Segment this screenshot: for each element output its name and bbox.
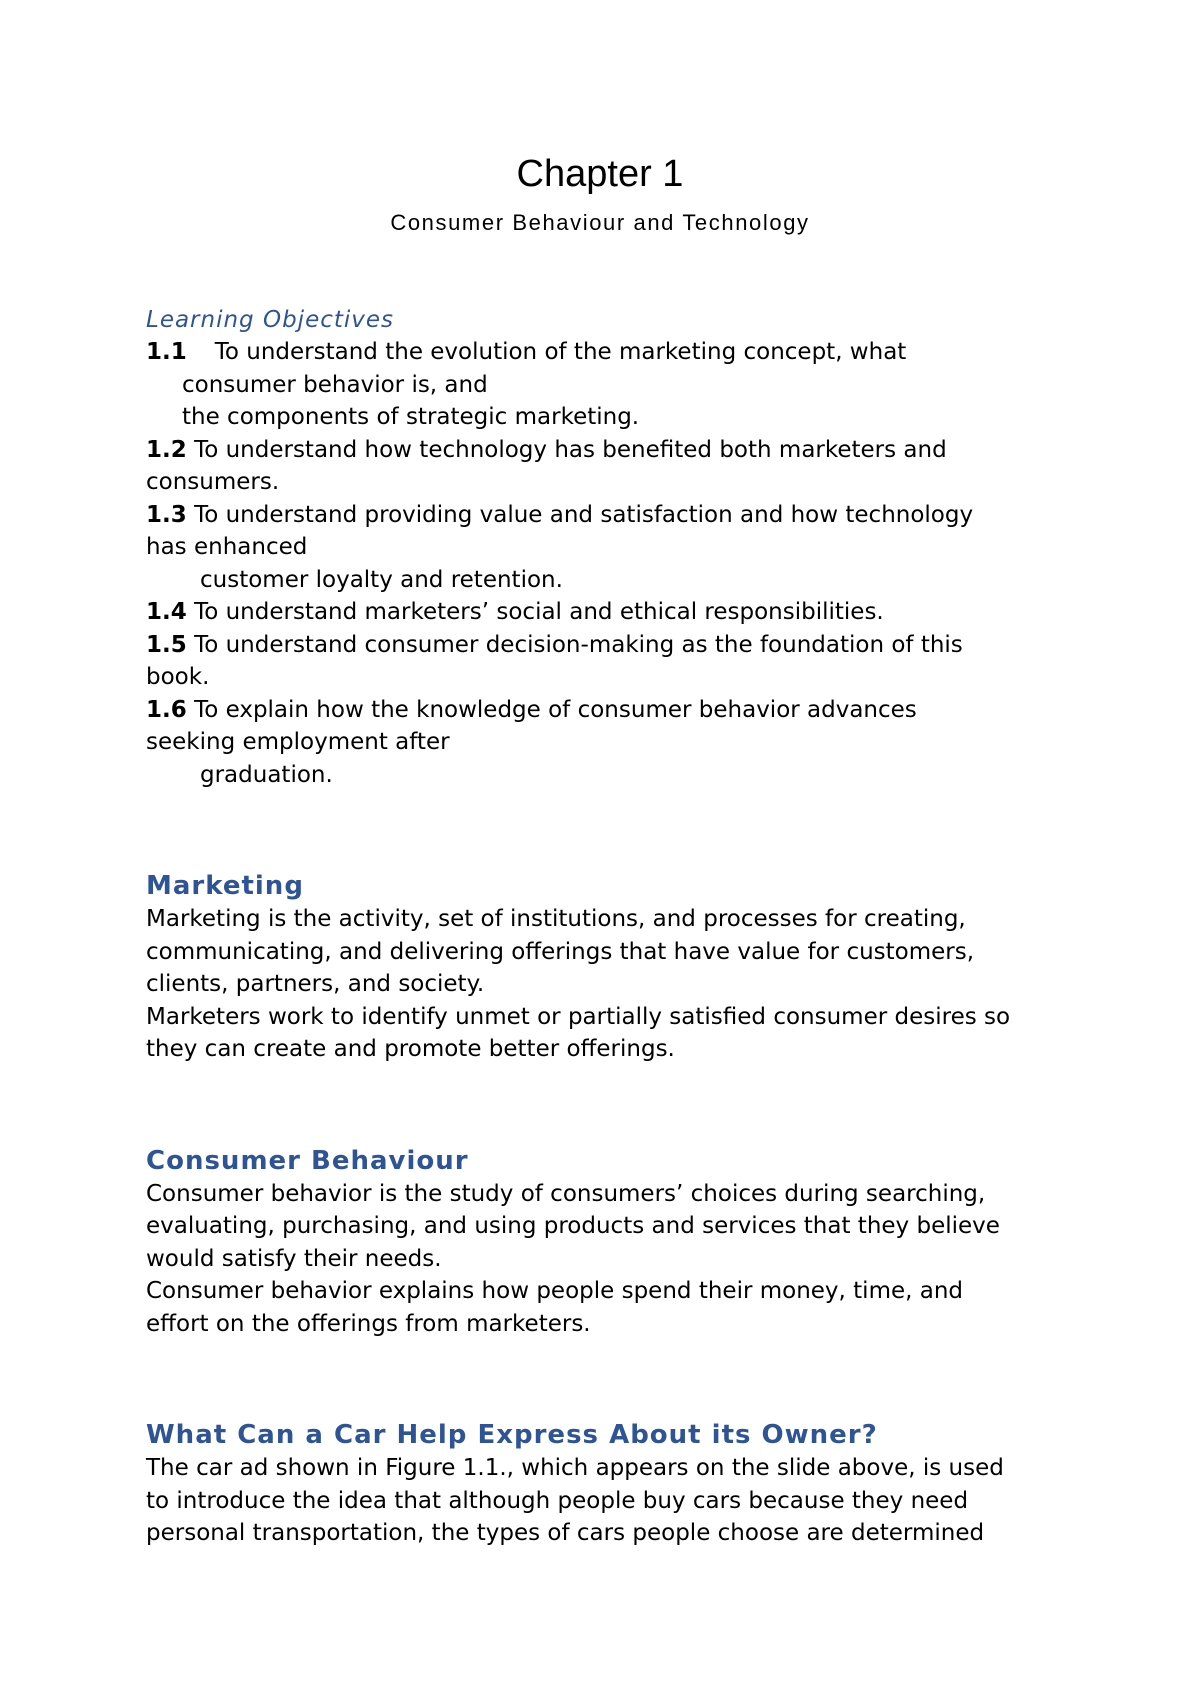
- paragraph-line: Consumer behavior is the study of consumers’ choices during searching,: [146, 1180, 986, 1207]
- paragraph-line: personal transportation, the types of cars people choose are determined: [146, 1520, 985, 1546]
- paragraph-line: evaluating, purchasing, and using products and services that they believe: [146, 1213, 1000, 1239]
- section-paragraph: [146, 1452, 1076, 1550]
- objective-line: [146, 596, 1076, 629]
- objective-line: book.: [146, 664, 210, 690]
- marketing-section: [146, 869, 1076, 1066]
- objective-item: [146, 629, 1076, 694]
- learning-objectives-heading: Learning Objectives: [146, 307, 395, 333]
- paragraph-line: clients, partners, and society.: [146, 971, 485, 997]
- objective-line: [146, 336, 1076, 369]
- section-heading: Consumer Behaviour: [146, 1145, 469, 1176]
- objective-number: 1.2: [146, 436, 187, 463]
- objective-text: To explain how the knowledge of consumer behavior advances: [194, 696, 917, 723]
- section-paragraph: [146, 1178, 1076, 1341]
- objective-line: [146, 434, 1076, 467]
- consumer-behaviour-section: [146, 1144, 1076, 1341]
- objective-number: 1.5: [146, 631, 187, 658]
- objective-line: customer loyalty and retention.: [200, 566, 563, 593]
- objective-number: 1.4: [146, 599, 187, 625]
- document-body: [146, 304, 1076, 1550]
- objective-number: 1.1: [146, 339, 187, 365]
- section-paragraph: [146, 903, 1076, 1066]
- objective-line: consumers.: [146, 469, 280, 495]
- objective-text: To understand marketers’ social and ethical responsibilities.: [194, 599, 884, 625]
- objective-item: [146, 596, 1076, 629]
- paragraph-line: Consumer behavior explains how people spend their money, time, and: [146, 1278, 964, 1304]
- objective-line: seeking employment after: [146, 729, 450, 755]
- objective-text: To understand how technology has benefited both marketers and: [194, 436, 947, 463]
- objective-line: has enhanced: [146, 534, 308, 560]
- paragraph-line: The car ad shown in Figure 1.1., which appears on the slide above, is used: [146, 1455, 1004, 1481]
- paragraph-line: would satisfy their needs.: [146, 1245, 442, 1272]
- paragraph-line: Marketers work to identify unmet or partially satisfied consumer desires so: [146, 1003, 1011, 1030]
- objective-item: [146, 336, 1076, 434]
- objective-number: 1.3: [146, 501, 187, 528]
- objective-line: graduation.: [200, 761, 333, 788]
- section-heading: Marketing: [146, 871, 304, 901]
- objective-line: consumer behavior is, and: [182, 371, 488, 398]
- objective-line: [146, 499, 1076, 532]
- objective-text: To understand the evolution of the marketing concept, what: [214, 339, 907, 365]
- learning-objectives-section: [146, 304, 1076, 791]
- paragraph-line: effort on the offerings from marketers.: [146, 1310, 591, 1337]
- objective-item: [146, 434, 1076, 499]
- chapter-title: Chapter 1: [516, 153, 684, 195]
- objective-number: 1.6: [146, 696, 187, 723]
- section-heading: What Can a Car Help Express About its Owner?: [146, 1420, 878, 1450]
- objective-text: To understand providing value and satisfaction and how technology: [194, 501, 974, 528]
- objective-item: [146, 499, 1076, 597]
- objective-line: [146, 694, 1076, 727]
- objective-text: To understand consumer decision-making as the foundation of this: [194, 631, 963, 658]
- objective-item: [146, 694, 1076, 792]
- car-express-section: [146, 1418, 1076, 1550]
- paragraph-line: Marketing is the activity, set of institutions, and processes for creating,: [146, 906, 966, 932]
- paragraph-line: to introduce the idea that although people buy cars because they need: [146, 1487, 969, 1514]
- objective-line: [146, 629, 1076, 662]
- chapter-subtitle: Consumer Behaviour and Technology: [390, 210, 810, 235]
- paragraph-line: they can create and promote better offerings.: [146, 1036, 675, 1062]
- paragraph-line: communicating, and delivering offerings that have value for customers,: [146, 938, 975, 965]
- objective-line: the components of strategic marketing.: [182, 404, 640, 430]
